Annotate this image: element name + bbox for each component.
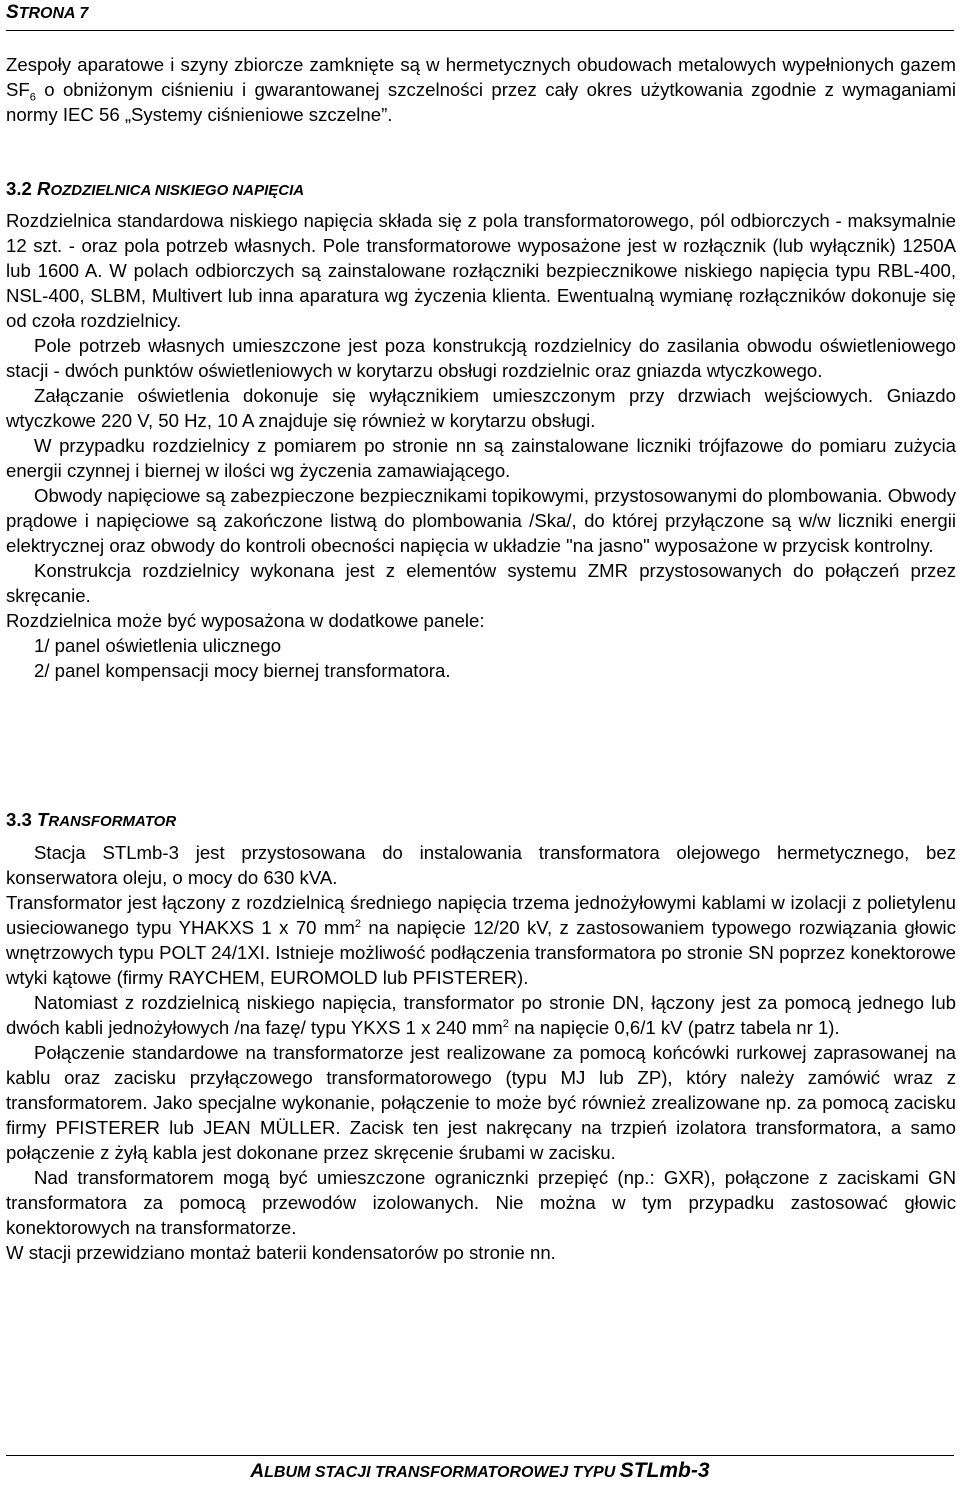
paragraph: Rozdzielnica może być wyposażona w dodatkowe panele:	[6, 610, 485, 631]
paragraph: Stacja STLmb-3 jest przystosowana do instalowania transformatora olejowego hermetycznego, bez konserwatora oleju, o mocy do 630 kVA.	[6, 842, 956, 888]
paragraph: Załączanie oświetlenia dokonuje się wyłącznikiem umieszczonym przy drzwiach wejściowych. Gniazdo wtyczkowe 220 V, 50 Hz, 10 A znajduje się również w korytarzu obsługi.	[6, 385, 956, 431]
superscript: 2	[502, 1017, 509, 1030]
paragraph: Połączenie standardowe na transformatorze jest realizowane za pomocą końcówki rurkowej zaprasowanej na kablu oraz zacisku przyłączowego transformatorowego (typu MJ lub ZP), który należy zamówić wraz z transformatorem. Jako specjalne wykonanie, połączenie to może być również zrealizowane np. za pomocą zacisku firmy PFISTERER lub JEAN MÜLLER. Zacisk ten jest nakręcany na trzpień izolatora transformatora, a samo połączenie z żyłą kabla jest dokonane przez skręcenie śrubami w zacisku.	[6, 1042, 956, 1163]
paragraph: Nad transformatorem mogą być umieszczone ogranicznki przepięć (np.: GXR), połączone z zaciskami GN transformatora za pomocą przewodów izolowanych. Nie można w tym przypadku zastosować głowic konektorowych na transformatorze.	[6, 1167, 956, 1238]
section-3-3-body	[6, 840, 956, 1265]
superscript: 2	[354, 917, 361, 930]
intro-paragraph	[6, 52, 956, 127]
section-heading-3-2	[6, 177, 304, 203]
paragraph	[6, 990, 956, 1040]
list-item: 2/ panel kompensacji mocy biernej transformatora.	[34, 660, 451, 681]
header-cap: S	[6, 2, 19, 23]
footer-model: STLmb-3	[619, 1459, 710, 1482]
paragraph	[6, 890, 956, 990]
paragraph: Pole potrzeb własnych umieszczone jest poza konstrukcją rozdzielnicy do zasilania obwodu oświetleniowego stacji - dwóch punktów oświetleniowych w korytarzu obsługi rozdzielnic oraz gniazda wtyczkowego.	[6, 335, 956, 381]
text: Natomiast z rozdzielnicą niskiego napięcia, transformator po stronie DN, łączony jest za pomocą jednego lub dwóch kabli jednożyłowych /na fazę/ typu YKXS 1 x 240 mm	[6, 992, 956, 1038]
intro-subscript: 6	[29, 91, 36, 104]
section-title: RANSFORMATOR	[48, 813, 177, 830]
list-item: 1/ panel oświetlenia ulicznego	[34, 635, 282, 656]
paragraph: Rozdzielnica standardowa niskiego napięcia składa się z pola transformatorowego, pól odbiorczych - maksymalnie 12 szt. - oraz pola potrzeb własnych. Pole transformatorowe wyposażone jest w rozłącznik (lub wyłącznik) 1250A lub 1600 A. W polach odbiorczych są zainstalowane rozłączniki bezpiecznikowe niskiego napięcia typu RBL-400, NSL-400, SLBM, Multivert lub inna aparatura wg życzenia klienta. Ewentualną wymianę rozłączników dokonuje się od czoła rozdzielnicy.	[6, 210, 956, 331]
paragraph: W przypadku rozdzielnicy z pomiarem po stronie nn są zainstalowane liczniki trójfazowe do pomiaru zużycia energii czynnej i biernej w ilości wg życzenia zamawiającego.	[6, 435, 956, 481]
text: Transformator jest łączony z rozdzielnicą średniego napięcia trzema jednożyłowymi kablami w izolacji z polietylenu usieciowanego typu YHAKXS 1 x 70 mm	[6, 892, 956, 938]
paragraph: W stacji przewidziano montaż baterii kondensatorów po stronie nn.	[6, 1242, 556, 1263]
section-title-cap: R	[37, 178, 51, 199]
intro-text-b: o obniżonym ciśnieniu i gwarantowanej szczelności przez cały okres użytkowania zgodnie z wymaganiami normy IEC 56 „Systemy ciśnieniowe szczelne”.	[6, 79, 956, 125]
section-heading-3-3	[6, 808, 176, 834]
section-3-2-body	[6, 208, 956, 683]
page-footer	[0, 1459, 960, 1485]
paragraph: Konstrukcja rozdzielnicy wykonana jest z elementów systemu ZMR przystosowanych do połączeń przez skręcanie.	[6, 560, 956, 606]
text: na napięcie 0,6/1 kV (patrz tabela nr 1).	[508, 1017, 840, 1038]
paragraph: Obwody napięciowe są zabezpieczone bezpiecznikami topikowymi, przystosowanymi do plombowania. Obwody prądowe i napięciowe są zakończone listwą do plombowania /Ska/, do której przyłączone są w/w liczniki energii elektrycznej oraz obwody do kontroli obecności napięcia w układzie "na jasno" wyposażone w przycisk kontrolny.	[6, 485, 956, 556]
section-title-cap: T	[37, 809, 49, 830]
page-header	[6, 2, 88, 25]
header-title: TRONA 7	[18, 5, 89, 22]
section-title: OZDZIELNICA NISKIEGO NAPIĘCIA	[50, 182, 305, 199]
footer-text: LBUM STACJI TRANSFORMATOROWEJ TYPU	[264, 1464, 620, 1481]
header-rule	[6, 30, 954, 31]
section-number: 3.2	[6, 178, 32, 199]
footer-cap: A	[250, 1461, 265, 1482]
section-number: 3.3	[6, 809, 32, 830]
intro-text-a: Zespoły aparatowe i szyny zbiorcze zamknięte są w hermetycznych obudowach metalowych wypełnionych gazem SF	[6, 54, 956, 100]
text: na napięcie 12/20 kV, z zastosowaniem typowego rozwiązania głowic wnętrzowych typu POLT 24/1XI. Istnieje możliwość podłączenia transformatora po stronie SN poprzez konektorowe wtyki kątowe (firmy RAYCHEM, EUROMOLD lub PFISTERER).	[6, 917, 956, 988]
footer-rule	[6, 1455, 954, 1456]
